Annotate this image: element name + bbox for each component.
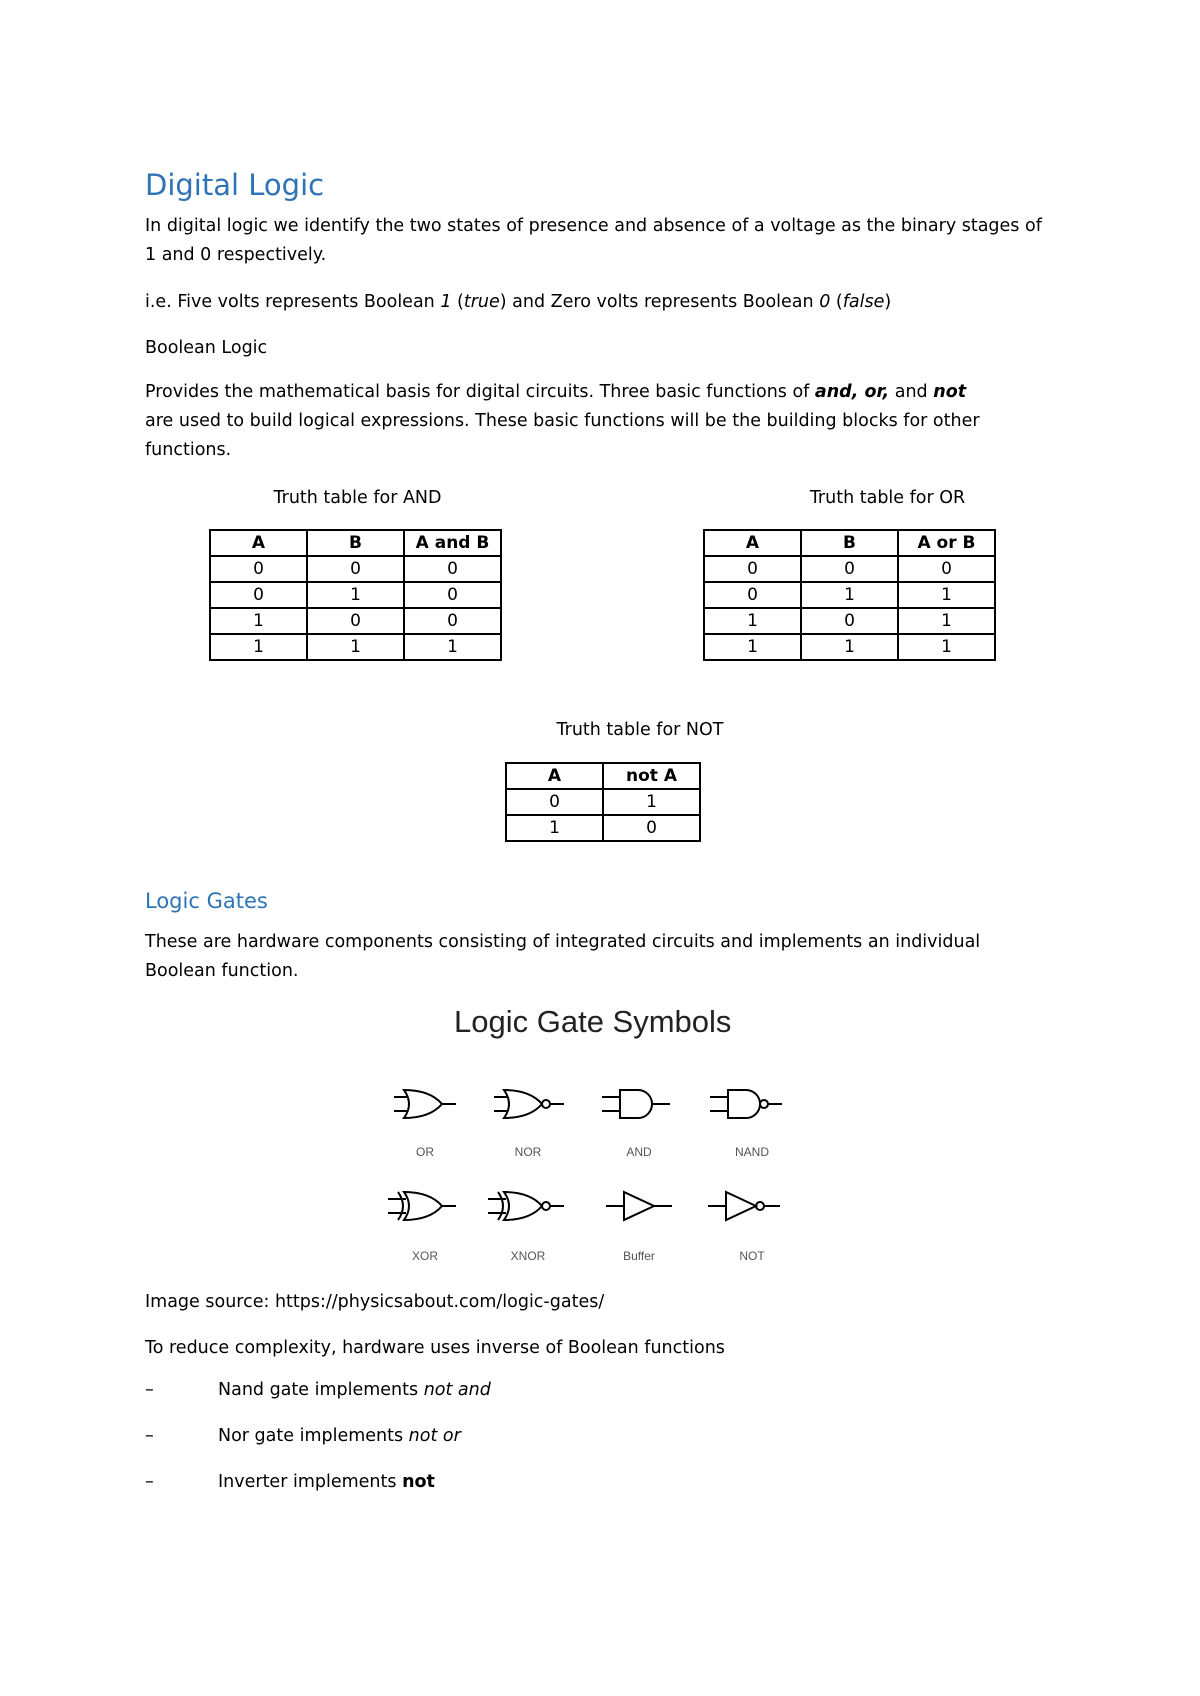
or-table-caption: Truth table for OR [809,488,966,508]
provides-and-or: and, or, [814,382,890,402]
not-gate-icon [708,1192,780,1220]
gate-label-nor: NOR [514,1145,542,1159]
table-cell: 1 [603,789,700,815]
table-cell: 1 [898,582,995,608]
ie-false: false [842,292,885,312]
page-title: Digital Logic [145,168,325,202]
ie-paren-2: ( [830,292,843,312]
ie-text-2: ) and Zero volts represents Boolean [499,292,820,312]
table-cell: 0 [210,556,307,582]
table-cell: 0 [307,608,404,634]
table-cell: 0 [404,556,501,582]
bullet-text: Nand gate implements [218,1380,424,1400]
gate-label-xor: XOR [411,1249,439,1263]
table-row [704,634,995,660]
list-item [0,1380,1200,1409]
table-header-row [210,530,501,556]
table-cell: 0 [404,608,501,634]
logic-gates-heading: Logic Gates [145,889,268,913]
not-truth-table [505,762,701,842]
gate-label-or: OR [416,1145,434,1159]
bullet-dash: – [145,1426,154,1446]
table-cell: 1 [898,608,995,634]
table-row [506,815,700,841]
table-header-row [506,763,700,789]
list-item [0,1472,1200,1501]
table-header: not A [603,763,700,789]
table-cell: 0 [210,582,307,608]
gate-label-not: NOT [739,1249,765,1263]
bullet-text: Nor gate implements [218,1426,409,1446]
gate-label-xnor: XNOR [510,1249,546,1263]
bullet-strong: not [402,1472,435,1492]
or-gate-icon [394,1090,456,1118]
bullet-emphasis: not or [408,1426,461,1446]
table-cell: 0 [404,582,501,608]
gate-label-nand: NAND [734,1145,770,1159]
table-cell: 0 [307,556,404,582]
table-cell: 0 [801,608,898,634]
table-cell: 0 [506,789,603,815]
logic-gate-symbols-figure [380,1060,840,1272]
table-header: B [307,530,404,556]
table-header: A and B [404,530,501,556]
table-cell: 0 [898,556,995,582]
table-cell: 1 [404,634,501,660]
not-table-caption: Truth table for NOT [556,720,724,740]
table-row [704,556,995,582]
table-cell: 1 [210,608,307,634]
list-item [0,1426,1200,1455]
nand-gate-icon [710,1090,782,1118]
provides-text-2: and [889,382,934,402]
table-header: A [704,530,801,556]
table-header: A or B [898,530,995,556]
gate-label-and: AND [626,1145,652,1159]
ie-paragraph [145,288,1085,317]
table-cell: 1 [898,634,995,660]
table-cell: 1 [801,582,898,608]
table-row [210,582,501,608]
table-cell: 1 [506,815,603,841]
provides-text-1: Provides the mathematical basis for digital circuits. Three basic functions of [145,382,815,402]
table-cell: 1 [307,582,404,608]
table-cell: 0 [801,556,898,582]
xnor-gate-icon [488,1192,564,1220]
bullet-dash: – [145,1472,154,1492]
table-row [210,608,501,634]
provides-not: not [933,382,967,402]
table-cell: 1 [801,634,898,660]
gate-label-buffer: Buffer [623,1249,655,1263]
reduce-complexity-text: To reduce complexity, hardware uses inverse of Boolean functions [145,1338,725,1358]
table-cell: 1 [704,634,801,660]
image-source: Image source: https://physicsabout.com/logic-gates/ [145,1292,605,1312]
ie-one: 1 [440,292,452,312]
ie-text-1: i.e. Five volts represents Boolean [145,292,441,312]
and-table-caption: Truth table for AND [273,488,442,508]
table-row [704,582,995,608]
table-cell: 0 [704,556,801,582]
table-row [210,556,501,582]
intro-line-2: 1 and 0 respectively. [145,245,327,265]
table-row [704,608,995,634]
bullet-text: Inverter implements [218,1472,403,1492]
table-row [506,789,700,815]
ie-true: true [463,292,500,312]
table-row [210,634,501,660]
intro-line-1: In digital logic we identify the two states of presence and absence of a voltage as the binary stages of [145,216,1042,236]
or-truth-table [703,529,996,661]
table-header: A [210,530,307,556]
xor-gate-icon [388,1192,456,1220]
table-header: B [801,530,898,556]
and-truth-table [209,529,502,661]
bullet-dash: – [145,1380,154,1400]
intro-paragraph [145,212,1085,270]
table-cell: 1 [307,634,404,660]
bullet-emphasis: not and [423,1380,491,1400]
table-header: A [506,763,603,789]
table-header-row [704,530,995,556]
figure-title: Logic Gate Symbols [454,1004,732,1039]
table-cell: 1 [704,608,801,634]
ie-paren-3: ) [884,292,892,312]
boolean-logic-label: Boolean Logic [145,338,268,358]
buffer-gate-icon [606,1192,672,1220]
provides-text-3: are used to build logical expressions. These basic functions will be the building blocks for other functions. [145,411,980,460]
nor-gate-icon [494,1090,564,1118]
table-cell: 0 [704,582,801,608]
ie-zero: 0 [819,292,831,312]
ie-paren-1: ( [451,292,464,312]
provides-paragraph [145,378,995,465]
table-cell: 0 [603,815,700,841]
table-cell: 1 [210,634,307,660]
and-gate-icon [602,1090,670,1118]
logic-gates-paragraph: These are hardware components consisting of integrated circuits and implements an individual Boolean function. [145,932,981,981]
